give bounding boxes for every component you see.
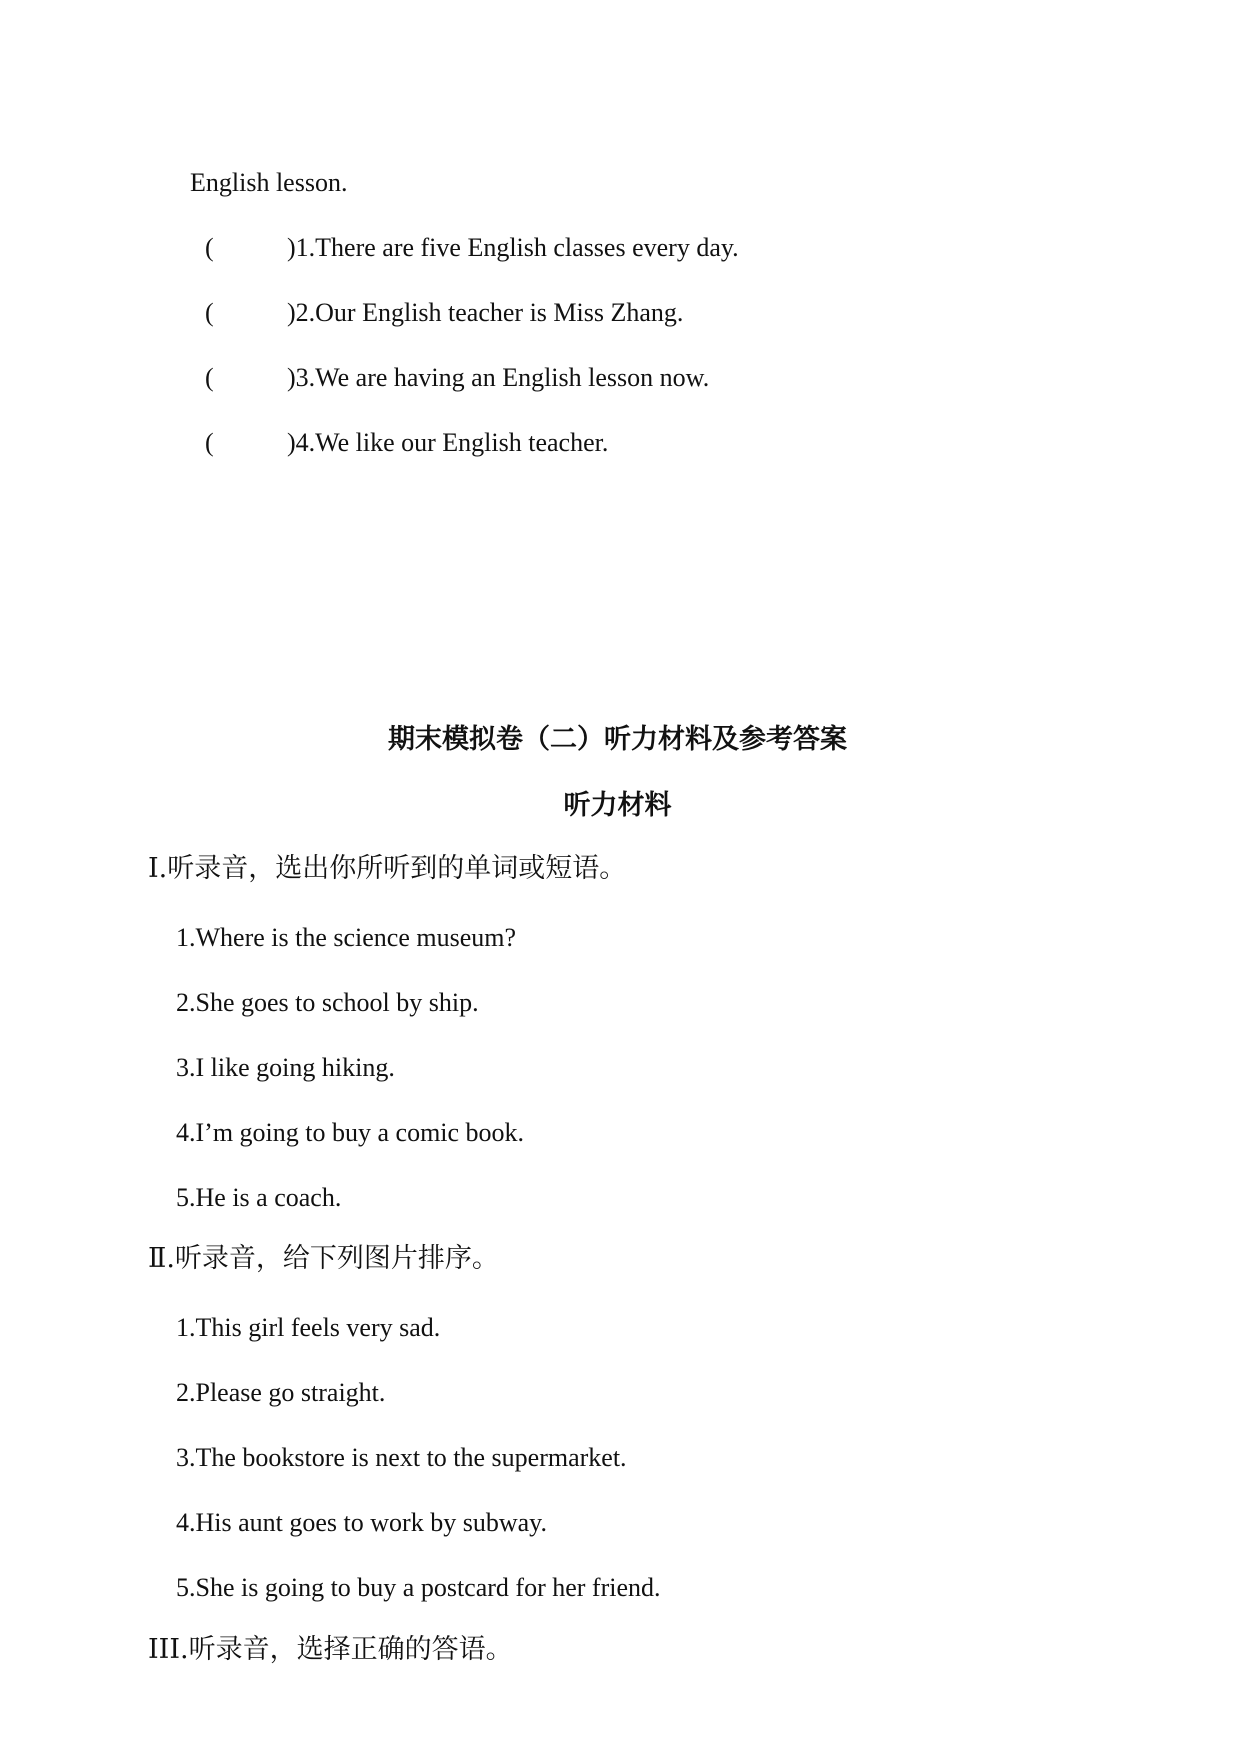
list-item: 2.She goes to school by ship.	[176, 988, 479, 1017]
tf-statement: )2.Our English teacher is Miss Zhang.	[287, 298, 684, 327]
tf-statement: )3.We are having an English lesson now.	[287, 363, 710, 392]
tf-statement: )4.We like our English teacher.	[287, 428, 609, 457]
list-item: 4.His aunt goes to work by subway.	[176, 1508, 547, 1537]
list-item: 5.She is going to buy a postcard for her friend.	[176, 1573, 661, 1602]
answer-blank: (	[205, 428, 214, 457]
passage-tail: English lesson.	[190, 168, 348, 197]
list-item: 1.Where is the science museum?	[176, 923, 517, 952]
section-heading: Ⅱ.听录音，给下列图片排序。	[148, 1243, 499, 1274]
section-heading: III.听录音，选择正确的答语。	[148, 1634, 513, 1665]
list-item: 3.I like going hiking.	[176, 1053, 395, 1082]
list-item: 2.Please go straight.	[176, 1378, 386, 1407]
answer-blank: (	[205, 363, 214, 392]
list-item: 5.He is a coach.	[176, 1183, 342, 1212]
document-title: 期末模拟卷（二）听力材料及参考答案	[388, 724, 847, 755]
list-item: 4.I’m going to buy a comic book.	[176, 1118, 525, 1147]
answer-blank: (	[205, 233, 214, 262]
list-item: 1.This girl feels very sad.	[176, 1313, 441, 1342]
answer-blank: (	[205, 298, 214, 327]
list-item: 3.The bookstore is next to the supermarket.	[176, 1443, 627, 1472]
document-subtitle: 听力材料	[563, 790, 672, 821]
tf-statement: )1.There are five English classes every day.	[287, 233, 739, 262]
section-heading: Ⅰ.听录音，选出你所听到的单词或短语。	[148, 853, 627, 884]
